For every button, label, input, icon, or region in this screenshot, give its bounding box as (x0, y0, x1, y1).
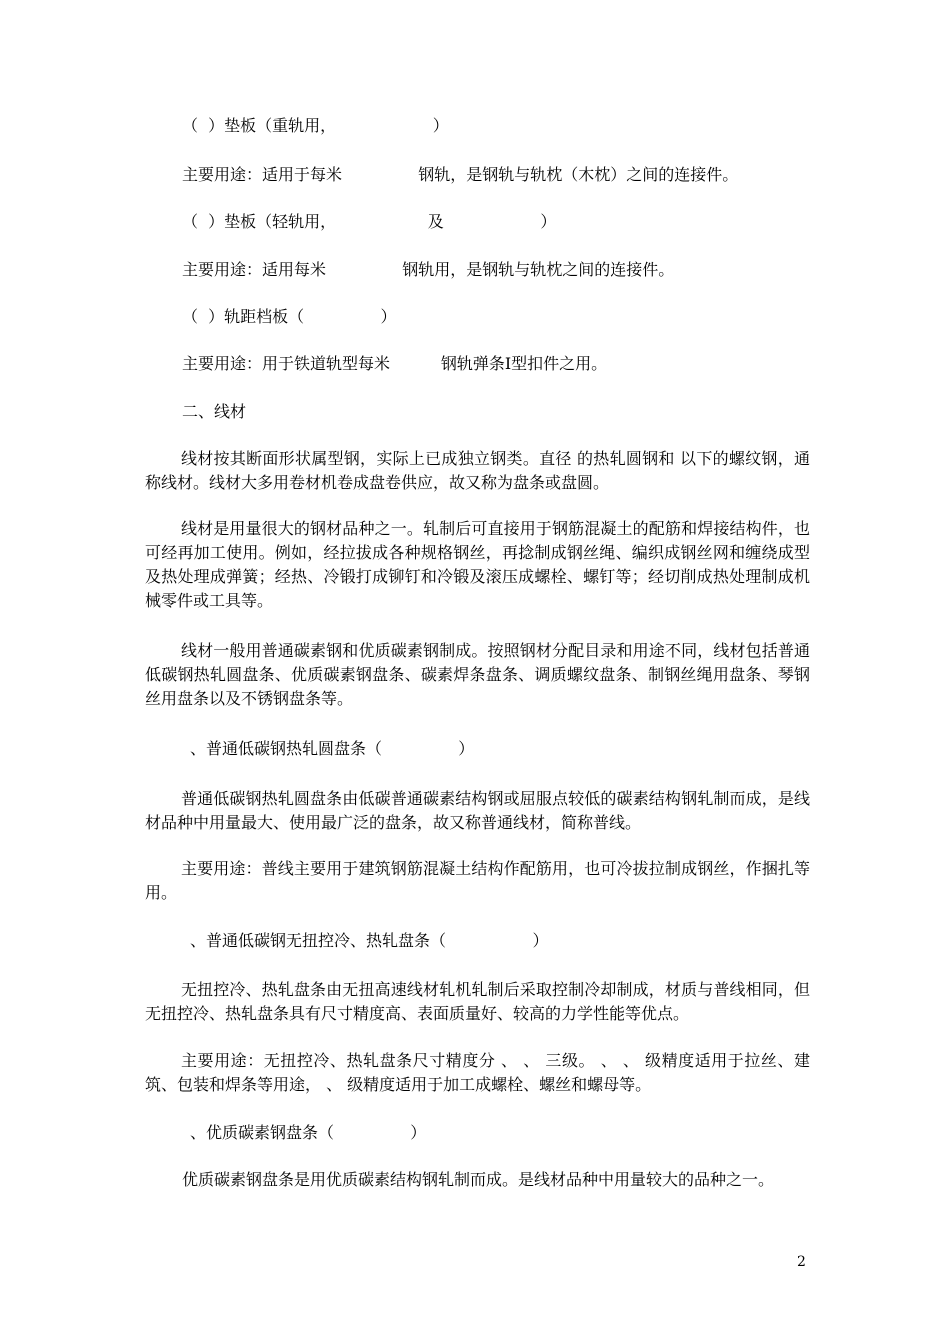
paragraph-low-carbon-hot-rolled: 普通低碳钢热轧圆盘条由低碳普通碳素结构钢或屈服点较低的碳素结构钢轧制而成，是线材品种中用量最大、使用最广泛的盘条，故又称普通线材，简称普线。 (145, 789, 810, 832)
paragraph-wire-rod-uses: 线材是用量很大的钢材品种之一。轧制后可直接用于钢筋混凝土的配筋和焊接结构件，也可经再加工使用。例如，经拉拔成各种规格钢丝，再捻制成钢丝绳、编织成钢丝网和缠绕成型及热处理成弹簧；经热、冷锻打成铆钉和冷锻及滚压成螺栓、螺钉等；经切削成热处理制成机械零件或工具等。 (145, 519, 810, 610)
section-heading-wire-rod: 二、线材 (182, 402, 247, 421)
paragraph-twist-free-uses: 主要用途：无扭控冷、热轧盘条尺寸精度分 、 、 三级。 、 、 级精度适用于拉丝、建筑、包装和焊条等用途， 、 级精度适用于加工成螺栓、螺丝和螺母等。 (145, 1051, 810, 1094)
item-heading-heavy-rail-pad: （ ）垫板（重轨用， ） (182, 116, 449, 135)
paragraph-twist-free-description: 无扭控冷、热轧盘条由无扭高速线材轧机轧制后采取控制冷却制成，材质与普线相同，但无扭控冷、热轧盘条具有尺寸精度高、表面质量好、较高的力学性能等优点。 (145, 980, 810, 1023)
subheading-twist-free-controlled-cooling: 、普通低碳钢无扭控冷、热轧盘条（ ） (190, 931, 549, 950)
usage-light-rail-pad: 主要用途：适用每米 钢轨用，是钢轨与轨枕之间的连接件。 (182, 260, 675, 279)
paragraph-quality-carbon-wire-rod: 优质碳素钢盘条是用优质碳素结构钢轧制而成。是线材品种中用量较大的品种之一。 (182, 1170, 775, 1189)
subheading-quality-carbon-wire-rod: 、优质碳素钢盘条（ ） (190, 1123, 427, 1142)
paragraph-wire-rod-types: 线材一般用普通碳素钢和优质碳素钢制成。按照钢材分配目录和用途不同，线材包括普通低碳钢热轧圆盘条、优质碳素钢盘条、碳素焊条盘条、调质螺纹盘条、制钢丝绳用盘条、琴钢丝用盘条以及不锈钢盘条等。 (145, 641, 810, 708)
usage-heavy-rail-pad: 主要用途：适用于每米 钢轨，是钢轨与轨枕（木枕）之间的连接件。 (182, 165, 739, 184)
paragraph-low-carbon-uses: 主要用途：普线主要用于建筑钢筋混凝土结构作配筋用，也可冷拔拉制成钢丝，作捆扎等用。 (145, 859, 810, 902)
usage-gauge-baffle: 主要用途：用于铁道轨型每米 钢轨弹条Ⅰ型扣件之用。 (182, 354, 608, 373)
page-number: 2 (797, 1254, 806, 1270)
paragraph-wire-rod-definition: 线材按其断面形状属型钢，实际上已成独立钢类。直径 的热轧圆钢和 以下的螺纹钢，通称线材。线材大多用卷材机卷成盘卷供应，故又称为盘条或盘圆。 (145, 449, 810, 492)
item-heading-light-rail-pad: （ ）垫板（轻轨用， 及 ） (182, 212, 557, 231)
item-heading-gauge-baffle: （ ）轨距档板（ ） (182, 307, 397, 326)
subheading-low-carbon-hot-rolled: 、普通低碳钢热轧圆盘条（ ） (190, 739, 475, 758)
